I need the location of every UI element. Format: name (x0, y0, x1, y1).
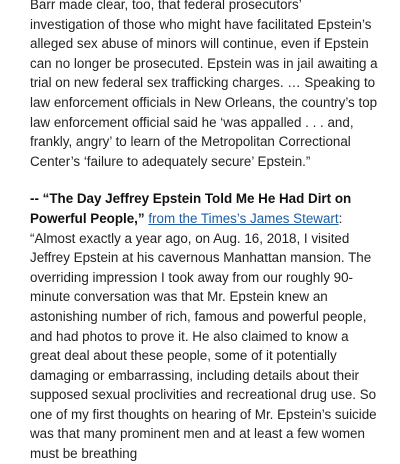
item-colon: : (338, 210, 343, 226)
intro-paragraph: Barr made clear, too, that federal prosecutors’ investigation of those who might have facilitated Epstein’s alleged sex abuse of minors will continue, even if Epstein can no longer be prosecuted. Epstein was in jail awaiting a trial on new federal sex trafficking charges. … Speaking to law enforcement officials in New Orleans, the country’s top law enforcement official said he ‘was appalled . . . and, frankly, angry’ to learn of the Metropolitan Correctional Center’s ‘failure to adequately secure’ Epstein.” (30, 0, 378, 169)
item-prefix: -- (30, 191, 43, 207)
item-headline: “The Day Jeffrey Epstein Told Me He Had Dirt on Powerful People,” (30, 191, 352, 226)
item-body: “Almost exactly a year ago, on Aug. 16, 2018, I visited Jeffrey Epstein at his cavernous Manhattan mansion. The overriding impression I took away from our roughly 90-minute conversation was that Mr. Epstein knew an astonishing number of rich, famous and powerful people, and had photos to prove it. He also claimed to know a great deal about these people, some of it potentially damaging or embarrassing, including details about their supposed sexual proclivities and recreational drug use. So one of my first thoughts on hearing of Mr. Epstein’s suicide was that many prominent men and at least a few women must be breathing (30, 230, 377, 462)
author-link[interactable]: from the Times’s James Stewart (148, 210, 339, 226)
list-item (30, 189, 378, 463)
